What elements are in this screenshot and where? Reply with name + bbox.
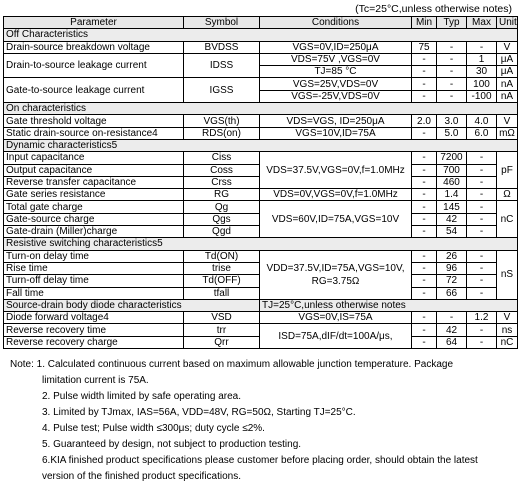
max-cell: - <box>467 336 497 348</box>
min-cell: - <box>412 275 437 287</box>
note-3: 3. Limited by TJmax, IAS=56A, VDD=48V, RG=50Ω, Starting TJ=25°C. <box>42 407 356 418</box>
min-cell: - <box>412 250 437 262</box>
note-6: 6.KIA finished product specifications please customer before placing order, should obtain the latest <box>42 455 478 466</box>
section-on: On characteristics <box>4 103 518 115</box>
table-row <box>4 312 518 324</box>
table-row <box>4 250 518 262</box>
symbol-cell: Coss <box>184 164 260 176</box>
min-cell: - <box>412 152 437 164</box>
section-diode: Source-drain body diode characteristics <box>4 299 260 311</box>
condition-cell: VDS=75V ,VGS=0V <box>260 53 412 65</box>
condition-cell: VGS=25V,VDS=0V <box>260 78 412 90</box>
max-cell: - <box>467 287 497 299</box>
table-header-row <box>4 17 518 29</box>
unit-cell: ns <box>497 324 518 336</box>
min-cell: - <box>412 226 437 238</box>
table-row <box>4 41 518 53</box>
unit-cell: V <box>497 41 518 53</box>
section-diode-condition: TJ=25°C,unless otherwise notes <box>260 299 518 311</box>
min-cell: - <box>412 213 437 225</box>
param-cell: Diode forward voltage4 <box>4 312 184 324</box>
param-cell: Gate-source charge <box>4 213 184 225</box>
table-row <box>4 189 518 201</box>
electrical-characteristics-table <box>3 16 518 349</box>
condition-cell: VGS=10V,ID=75A <box>260 127 412 139</box>
min-cell: - <box>412 287 437 299</box>
typ-cell: 5.0 <box>437 127 467 139</box>
param-cell: Static drain-source on-resistance4 <box>4 127 184 139</box>
typ-cell: 460 <box>437 176 467 188</box>
param-cell: Drain-source breakdown voltage <box>4 41 184 53</box>
typ-cell: - <box>437 90 467 102</box>
param-cell: Drain-to-source leakage current <box>4 53 184 78</box>
symbol-cell: trr <box>184 324 260 336</box>
max-cell: - <box>467 324 497 336</box>
param-cell: Rise time <box>4 262 184 274</box>
switching-condition-cell <box>260 250 412 299</box>
typ-cell: 64 <box>437 336 467 348</box>
param-cell: Fall time <box>4 287 184 299</box>
typ-cell: 3.0 <box>437 115 467 127</box>
table-row <box>4 115 518 127</box>
min-cell: - <box>412 66 437 78</box>
symbol-cell: IGSS <box>184 78 260 103</box>
header-parameter: Parameter <box>4 17 184 29</box>
note-5: 5. Guaranteed by design, not subject to production testing. <box>42 439 302 450</box>
typ-cell: - <box>437 78 467 90</box>
section-off: Off Characteristics <box>4 29 518 41</box>
min-cell: - <box>412 90 437 102</box>
switching-condition-line-2: RG=3.75Ω <box>311 275 360 287</box>
header-typ: Typ <box>437 17 467 29</box>
param-cell: Gate series resistance <box>4 189 184 201</box>
table-row <box>4 78 518 90</box>
symbol-cell: Crss <box>184 176 260 188</box>
max-cell: 100 <box>467 78 497 90</box>
symbol-cell: VSD <box>184 312 260 324</box>
symbol-cell: Qrr <box>184 336 260 348</box>
min-cell: - <box>412 78 437 90</box>
param-cell: Gate-to-source leakage current <box>4 78 184 103</box>
max-cell: 30 <box>467 66 497 78</box>
max-cell: -100 <box>467 90 497 102</box>
section-row <box>4 238 518 250</box>
condition-cell: VDS=0V,VGS=0V,f=1.0MHz <box>260 189 412 201</box>
min-cell: - <box>412 176 437 188</box>
typ-cell: 700 <box>437 164 467 176</box>
section-row <box>4 299 518 311</box>
max-cell: - <box>467 176 497 188</box>
symbol-cell: BVDSS <box>184 41 260 53</box>
symbol-cell: RG <box>184 189 260 201</box>
table-row <box>4 53 518 65</box>
header-min: Min <box>412 17 437 29</box>
symbol-cell: RDS(on) <box>184 127 260 139</box>
symbol-cell: Ciss <box>184 152 260 164</box>
typ-cell: 66 <box>437 287 467 299</box>
max-cell: - <box>467 262 497 274</box>
header-symbol: Symbol <box>184 17 260 29</box>
symbol-cell: Td(ON) <box>184 250 260 262</box>
condition-cell: VDS=37.5V,VGS=0V,f=1.0MHz <box>260 152 412 189</box>
max-cell: - <box>467 189 497 201</box>
min-cell: - <box>412 53 437 65</box>
note-4: 4. Pulse test; Pulse width ≤300μs; duty cycle ≤2%. <box>42 423 265 434</box>
unit-cell: V <box>497 312 518 324</box>
symbol-cell: Qg <box>184 201 260 213</box>
typ-cell: 1.4 <box>437 189 467 201</box>
min-cell: - <box>412 164 437 176</box>
typ-cell: - <box>437 66 467 78</box>
param-cell: Reverse recovery time <box>4 324 184 336</box>
table-row <box>4 152 518 164</box>
min-cell: - <box>412 189 437 201</box>
typ-cell: 7200 <box>437 152 467 164</box>
unit-cell: V <box>497 115 518 127</box>
param-cell: Output capacitance <box>4 164 184 176</box>
condition-note: (Tc=25°C,unless otherwise notes) <box>355 3 512 15</box>
symbol-cell: tfall <box>184 287 260 299</box>
notes-section <box>10 357 512 485</box>
max-cell: - <box>467 201 497 213</box>
unit-cell: Ω <box>497 189 518 201</box>
max-cell: - <box>467 275 497 287</box>
param-cell: Gate-drain (Miller)charge <box>4 226 184 238</box>
section-switching: Resistive switching characteristics5 <box>4 238 518 250</box>
typ-cell: - <box>437 41 467 53</box>
param-cell: Reverse recovery charge <box>4 336 184 348</box>
condition-cell: VGS=0V,IS=75A <box>260 312 412 324</box>
unit-cell: mΩ <box>497 127 518 139</box>
table-row <box>4 201 518 213</box>
param-cell: Gate threshold voltage <box>4 115 184 127</box>
max-cell: - <box>467 226 497 238</box>
max-cell: - <box>467 213 497 225</box>
unit-cell: nS <box>497 250 518 299</box>
param-cell: Turn-off delay time <box>4 275 184 287</box>
min-cell: - <box>412 127 437 139</box>
symbol-cell: trise <box>184 262 260 274</box>
max-cell: - <box>467 152 497 164</box>
min-cell: - <box>412 312 437 324</box>
param-cell: Turn-on delay time <box>4 250 184 262</box>
unit-cell: nA <box>497 90 518 102</box>
typ-cell: 54 <box>437 226 467 238</box>
max-cell: - <box>467 164 497 176</box>
section-row <box>4 103 518 115</box>
symbol-cell: Qgs <box>184 213 260 225</box>
max-cell: 6.0 <box>467 127 497 139</box>
typ-cell: - <box>437 53 467 65</box>
symbol-cell: VGS(th) <box>184 115 260 127</box>
param-cell: Input capacitance <box>4 152 184 164</box>
param-cell: Reverse transfer capacitance <box>4 176 184 188</box>
param-cell: Total gate charge <box>4 201 184 213</box>
table-row <box>4 324 518 336</box>
typ-cell: 42 <box>437 213 467 225</box>
min-cell: - <box>412 324 437 336</box>
section-dynamic: Dynamic characteristics5 <box>4 139 518 151</box>
min-cell: - <box>412 201 437 213</box>
min-cell: 2.0 <box>412 115 437 127</box>
condition-cell: TJ=85 °C <box>260 66 412 78</box>
switching-condition-line-1: VDD=37.5V,ID=75A,VGS=10V, <box>266 262 405 274</box>
section-row <box>4 139 518 151</box>
header-unit: Unit <box>497 17 518 29</box>
min-cell: - <box>412 262 437 274</box>
header-conditions: Conditions <box>260 17 412 29</box>
unit-cell: μA <box>497 53 518 65</box>
symbol-cell: Qgd <box>184 226 260 238</box>
max-cell: 4.0 <box>467 115 497 127</box>
header-max: Max <box>467 17 497 29</box>
table-row <box>4 127 518 139</box>
typ-cell: 72 <box>437 275 467 287</box>
typ-cell: 145 <box>437 201 467 213</box>
unit-cell: nA <box>497 78 518 90</box>
condition-cell: VDS=60V,ID=75A,VGS=10V <box>260 201 412 238</box>
note-2: 2. Pulse width limited by safe operating area. <box>42 391 241 402</box>
note-1: Note: 1. Calculated continuous current based on maximum allowable junction temperature. Package <box>10 359 454 370</box>
condition-cell: VDS=VGS, ID=250μA <box>260 115 412 127</box>
min-cell: 75 <box>412 41 437 53</box>
typ-cell: 96 <box>437 262 467 274</box>
unit-cell: nC <box>497 336 518 348</box>
condition-cell: ISD=75A,dIF/dt=100A/μs, <box>260 324 412 349</box>
typ-cell: 42 <box>437 324 467 336</box>
max-cell: - <box>467 250 497 262</box>
condition-cell: VGS=-25V,VDS=0V <box>260 90 412 102</box>
unit-cell: μA <box>497 66 518 78</box>
unit-cell: nC <box>497 201 518 238</box>
typ-cell: 26 <box>437 250 467 262</box>
min-cell: - <box>412 336 437 348</box>
note-6-continued: version of the finished product specifications. <box>42 471 241 482</box>
condition-cell: VGS=0V,ID=250μA <box>260 41 412 53</box>
symbol-cell: Td(OFF) <box>184 275 260 287</box>
max-cell: 1.2 <box>467 312 497 324</box>
section-row <box>4 29 518 41</box>
max-cell: 1 <box>467 53 497 65</box>
symbol-cell: IDSS <box>184 53 260 78</box>
typ-cell: - <box>437 312 467 324</box>
unit-cell: pF <box>497 152 518 189</box>
max-cell: - <box>467 41 497 53</box>
note-1-continued: limitation current is 75A. <box>42 375 149 386</box>
